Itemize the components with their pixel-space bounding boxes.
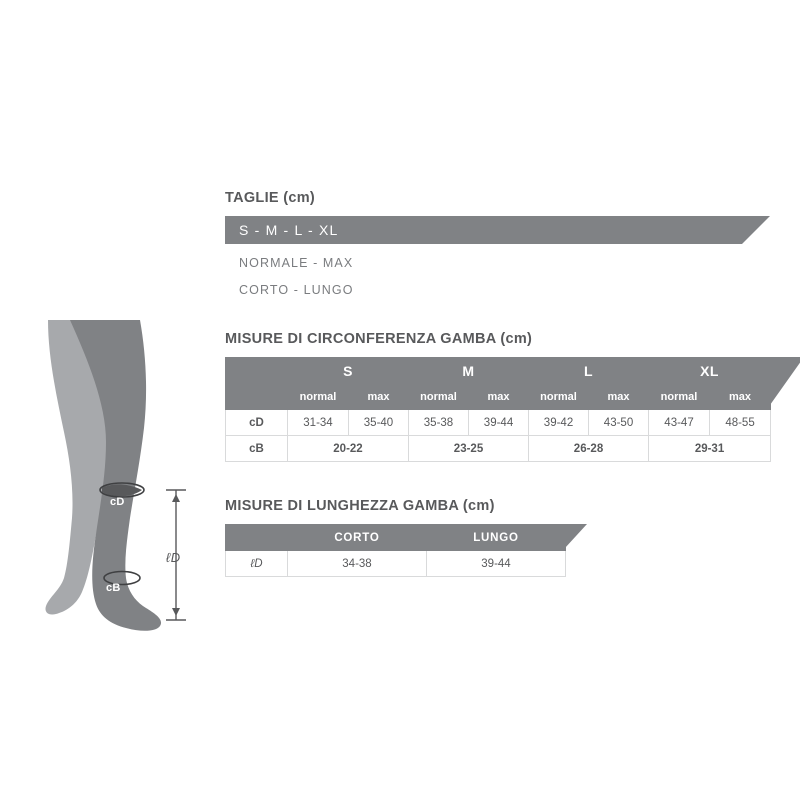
- sizes-line-normale-max: NORMALE - MAX: [239, 256, 354, 270]
- circumference-sub-S-normal: normal: [288, 384, 349, 410]
- circumference-header-corner: [226, 358, 288, 384]
- lD-corto: 34-38: [288, 551, 427, 577]
- circumference-sub-S-max: max: [349, 384, 409, 410]
- cD-L-normal: 39-42: [529, 410, 589, 436]
- length-header-wedge: [565, 524, 587, 548]
- cB-L: 26-28: [529, 436, 649, 462]
- cB-XL: 29-31: [649, 436, 771, 462]
- table-row: [226, 551, 566, 577]
- length-header-corner: [226, 525, 288, 551]
- circumference-sub-L-max: max: [589, 384, 649, 410]
- cB-M: 23-25: [409, 436, 529, 462]
- length-header-lungo: LUNGO: [427, 525, 566, 551]
- circumference-size-S: S: [288, 358, 409, 384]
- figure-label-cB: cB: [106, 582, 121, 594]
- cD-L-max: 43-50: [589, 410, 649, 436]
- cD-S-normal: 31-34: [288, 410, 349, 436]
- length-arrow-up: [172, 494, 180, 502]
- leg-illustration: [30, 320, 210, 650]
- length-title: MISURE DI LUNGHEZZA GAMBA (cm): [225, 498, 495, 514]
- length-arrow-down: [172, 608, 180, 616]
- size-chart-content: [225, 190, 770, 577]
- cD-XL-normal: 43-47: [649, 410, 710, 436]
- length-header-corto: CORTO: [288, 525, 427, 551]
- sizes-line-corto-lungo: CORTO - LUNGO: [239, 283, 354, 297]
- circumference-sub-L-normal: normal: [529, 384, 589, 410]
- circumference-sub-M-max: max: [469, 384, 529, 410]
- sizes-section: [225, 190, 770, 297]
- circumference-sub-header-row: [226, 384, 771, 410]
- figure-label-lD: ℓD: [166, 550, 181, 565]
- circumference-sub-XL-normal: normal: [649, 384, 710, 410]
- length-header-row: [226, 525, 566, 551]
- cB-S: 20-22: [288, 436, 409, 462]
- sizes-banner: [225, 216, 770, 244]
- sizes-banner-label: S - M - L - XL: [239, 222, 339, 238]
- circumference-size-header-row: [226, 358, 771, 384]
- cD-M-max: 39-44: [469, 410, 529, 436]
- circumference-sub-XL-max: max: [710, 384, 771, 410]
- circumference-header-wedge: [770, 357, 800, 405]
- sizes-title: TAGLIE (cm): [225, 190, 316, 206]
- circumference-size-XL: XL: [649, 358, 771, 384]
- leg-figure-svg: [30, 320, 210, 650]
- lD-lungo: 39-44: [427, 551, 566, 577]
- length-table: [225, 524, 566, 577]
- table-row: [226, 410, 771, 436]
- circumference-section: [225, 331, 770, 462]
- length-table-wrap: [225, 524, 770, 577]
- circumference-table-wrap: [225, 357, 770, 462]
- circumference-size-M: M: [409, 358, 529, 384]
- table-row: [226, 436, 771, 462]
- cD-XL-max: 48-55: [710, 410, 771, 436]
- length-section: [225, 498, 770, 577]
- circumference-sub-M-normal: normal: [409, 384, 469, 410]
- circumference-title: MISURE DI CIRCONFERENZA GAMBA (cm): [225, 331, 533, 347]
- cD-S-max: 35-40: [349, 410, 409, 436]
- circumference-size-L: L: [529, 358, 649, 384]
- figure-label-cD: cD: [110, 496, 125, 508]
- cD-M-normal: 35-38: [409, 410, 469, 436]
- circumference-table: [225, 357, 771, 462]
- circumference-subheader-corner: [226, 384, 288, 410]
- circumference-row-label-cB: cB: [226, 436, 288, 462]
- length-row-label-lD: ℓD: [226, 551, 288, 577]
- circumference-row-label-cD: cD: [226, 410, 288, 436]
